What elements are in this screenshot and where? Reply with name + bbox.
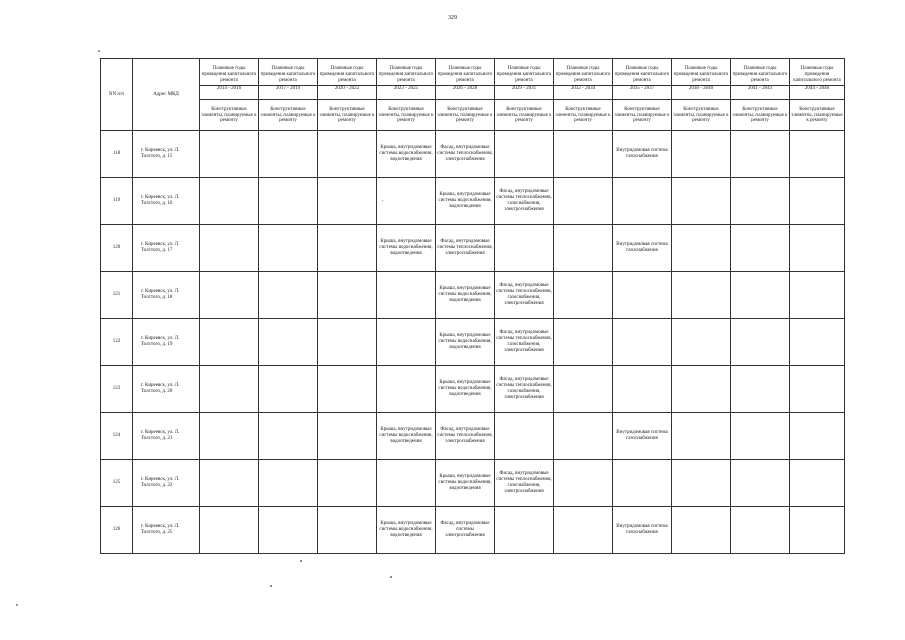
table-row xyxy=(101,272,845,319)
period-plan-label: Плановые годы проведения капитального ремонта xyxy=(437,66,493,83)
repair-elements-text: Фасад, внутридомовые системы теплоснабжения, газоснабжения, электроснабжения xyxy=(496,330,552,353)
period-plan-label: Плановые годы проведения капитального ремонта xyxy=(201,66,257,83)
repair-elements-cell xyxy=(377,366,436,413)
repair-elements-text: Фасад, внутридомовые системы теплоснабжения, газоснабжения, электроснабжения xyxy=(496,189,552,212)
repair-elements-text: Внутридомовая система газоснабжения xyxy=(616,430,668,441)
period-plan-label: Плановые годы проведения капитального ремонта xyxy=(673,66,729,83)
repair-elements-cell xyxy=(200,178,259,225)
period-header xyxy=(554,59,613,100)
elements-subheader xyxy=(377,100,436,131)
repair-elements-text: Фасад, внутридомовые системы теплоснабжения, электроснабжения xyxy=(437,145,493,162)
repair-elements-cell xyxy=(554,413,613,460)
elements-subheader xyxy=(495,100,554,131)
repair-elements-cell xyxy=(613,131,672,178)
table-row xyxy=(101,366,845,413)
repair-elements-cell xyxy=(318,272,377,319)
period-header xyxy=(731,59,790,100)
repair-elements-cell xyxy=(436,131,495,178)
repair-elements-cell xyxy=(554,225,613,272)
repair-elements-cell xyxy=(200,366,259,413)
repair-elements-cell xyxy=(495,460,554,507)
repair-elements-cell xyxy=(731,178,790,225)
row-address: г. Киреевск, ул. Л. Толстого, д. 17 xyxy=(133,225,200,272)
table-body xyxy=(101,131,845,554)
repair-elements-cell xyxy=(200,507,259,554)
elements-subheader-label: Конструктивные элементы, планируемые к ремонту xyxy=(673,106,729,124)
period-header xyxy=(613,59,672,100)
period-years-label: 2023 - 2025 xyxy=(377,85,435,92)
repair-elements-cell xyxy=(554,507,613,554)
repair-elements-cell xyxy=(200,319,259,366)
period-years-label: 2017 - 2019 xyxy=(259,85,317,92)
repair-elements-cell xyxy=(200,272,259,319)
repair-elements-text: Крыша, внутридомовые системы водоснабжения, водоотведения xyxy=(379,145,433,162)
scan-speck xyxy=(390,576,392,578)
repair-elements-text: Крыша, внутридомовые системы водоснабжения, водоотведения xyxy=(379,239,433,256)
elements-subheader-label: Конструктивные элементы, планируемые к ремонту xyxy=(378,106,434,124)
repair-elements-cell xyxy=(318,413,377,460)
repair-elements-cell xyxy=(377,319,436,366)
repair-elements-cell xyxy=(495,225,554,272)
repair-elements-text: Крыша, внутридомовые системы водоснабжения, водоотведения xyxy=(379,521,433,538)
elements-subheader xyxy=(436,100,495,131)
repair-elements-cell xyxy=(377,225,436,272)
repair-elements-cell xyxy=(318,178,377,225)
period-header xyxy=(200,59,259,100)
elements-subheader xyxy=(613,100,672,131)
period-years-label: 2041 - 2043 xyxy=(731,85,789,92)
repair-elements-cell xyxy=(554,131,613,178)
table-row xyxy=(101,225,845,272)
elements-subheader-label: Конструктивные элементы, планируемые к ремонту xyxy=(791,106,843,124)
table-row xyxy=(101,131,845,178)
period-years-label: 2020 - 2022 xyxy=(318,85,376,92)
repair-elements-cell xyxy=(495,319,554,366)
repair-elements-text: Внутридомовая система газоснабжения xyxy=(616,242,668,253)
repair-elements-text: Крыша, внутридомовые системы водоснабжения, водоотведения xyxy=(438,380,492,397)
elements-subheader-label: Конструктивные элементы, планируемые к ремонту xyxy=(732,106,788,124)
repair-elements-text: Фасад, внутридомовые системы теплоснабжения, газоснабжения, электроснабжения xyxy=(496,471,552,494)
repair-elements-text: Крыша, внутридомовые системы водоснабжения, водоотведения xyxy=(379,427,433,444)
repair-elements-cell xyxy=(731,131,790,178)
page-number: 329 xyxy=(448,15,457,21)
repair-elements-cell xyxy=(436,366,495,413)
period-years-label: 2035 - 2037 xyxy=(613,85,671,92)
address-column-header: Адрес МКД xyxy=(133,59,200,131)
elements-subheader-label: Конструктивные элементы, планируемые к ремонту xyxy=(319,106,375,124)
row-number: 123 xyxy=(101,366,133,413)
header-period-row xyxy=(101,59,845,100)
repair-elements-cell xyxy=(613,272,672,319)
repair-elements-cell xyxy=(672,272,731,319)
repair-elements-cell xyxy=(436,460,495,507)
repair-elements-cell xyxy=(318,366,377,413)
period-years-label: 2044 - 2046 xyxy=(790,85,844,92)
repair-elements-cell xyxy=(259,225,318,272)
repair-elements-text: Внутридомовая система газоснабжения xyxy=(616,148,668,159)
repair-elements-cell xyxy=(495,178,554,225)
repair-elements-cell xyxy=(731,225,790,272)
period-years-label: 2026 - 2028 xyxy=(436,85,494,92)
period-plan-label: Плановые годы проведения капитального ремонта xyxy=(732,66,788,83)
num-column-header: NN п/п xyxy=(101,59,133,131)
period-years-label: 2029 - 2031 xyxy=(495,85,553,92)
scan-speck xyxy=(270,585,272,587)
elements-subheader-label: Конструктивные элементы, планируемые к ремонту xyxy=(437,106,493,124)
repair-elements-cell xyxy=(554,319,613,366)
repair-elements-cell xyxy=(495,272,554,319)
repair-elements-cell xyxy=(790,272,845,319)
period-plan-label: Плановые годы проведения капитального ремонта xyxy=(614,66,670,83)
repair-elements-cell xyxy=(436,225,495,272)
repair-elements-cell xyxy=(436,272,495,319)
period-header xyxy=(672,59,731,100)
repair-elements-cell xyxy=(377,178,436,225)
repair-elements-cell xyxy=(436,178,495,225)
repair-elements-cell xyxy=(377,272,436,319)
repair-elements-cell xyxy=(731,366,790,413)
repair-elements-cell xyxy=(554,272,613,319)
repair-elements-cell xyxy=(672,413,731,460)
repair-elements-cell xyxy=(790,225,845,272)
table-row xyxy=(101,178,845,225)
row-address: г. Киреевск, ул. Л. Толстого, д. 22 xyxy=(133,460,200,507)
repair-elements-cell xyxy=(613,178,672,225)
repair-elements-cell xyxy=(790,366,845,413)
elements-subheader-label: Конструктивные элементы, планируемые к ремонту xyxy=(201,106,257,124)
repair-elements-text: Крыша, внутридомовые системы водоснабжения, водоотведения xyxy=(438,474,492,491)
period-header xyxy=(259,59,318,100)
period-plan-label: Плановые годы проведения капитального ремонта xyxy=(319,66,375,83)
period-plan-label: Плановые годы проведения капитального ремонта xyxy=(555,66,611,83)
elements-subheader xyxy=(318,100,377,131)
period-header xyxy=(790,59,845,100)
repair-elements-cell xyxy=(672,319,731,366)
period-years-label: 2038 - 2040 xyxy=(672,85,730,92)
repair-elements-cell xyxy=(613,319,672,366)
repair-elements-cell xyxy=(259,413,318,460)
repair-elements-cell xyxy=(731,507,790,554)
repair-elements-cell xyxy=(731,272,790,319)
repair-elements-cell xyxy=(672,131,731,178)
repair-elements-text: Крыша, внутридомовые системы водоснабжения, водоотведения xyxy=(438,333,492,350)
row-number: 122 xyxy=(101,319,133,366)
repair-elements-cell xyxy=(790,413,845,460)
row-number: 120 xyxy=(101,225,133,272)
repair-elements-cell xyxy=(790,131,845,178)
row-address: г. Киреевск, ул. Л. Толстого, д. 16 xyxy=(133,178,200,225)
repair-elements-cell xyxy=(318,225,377,272)
period-plan-label: Плановые годы проведения капитального ремонта xyxy=(496,66,552,83)
row-number: 119 xyxy=(101,178,133,225)
row-number: 125 xyxy=(101,460,133,507)
repair-elements-cell xyxy=(200,225,259,272)
repair-elements-cell xyxy=(672,460,731,507)
elements-subheader-label: Конструктивные элементы, планируемые к ремонту xyxy=(496,106,552,124)
repair-elements-cell xyxy=(259,460,318,507)
table-row xyxy=(101,319,845,366)
repair-elements-cell xyxy=(377,413,436,460)
repair-elements-text: Крыша, внутридомовые системы водоснабжения, водоотведения xyxy=(438,286,492,303)
header-elements-row xyxy=(101,100,845,131)
elements-subheader-label: Конструктивные элементы, планируемые к ремонту xyxy=(614,106,670,124)
repair-elements-cell xyxy=(554,366,613,413)
repair-elements-cell xyxy=(318,507,377,554)
repair-elements-cell xyxy=(554,460,613,507)
repair-elements-cell xyxy=(200,460,259,507)
repair-elements-cell xyxy=(790,319,845,366)
scan-speck xyxy=(300,560,302,562)
period-header xyxy=(436,59,495,100)
elements-subheader-label: Конструктивные элементы, планируемые к ремонту xyxy=(260,106,316,124)
repair-elements-text: Фасад, внутридомовые системы теплоснабжения, электроснабжения xyxy=(437,239,493,256)
period-header xyxy=(377,59,436,100)
scan-speck xyxy=(16,604,18,606)
repair-elements-cell xyxy=(790,178,845,225)
repair-elements-cell xyxy=(554,178,613,225)
repair-elements-cell xyxy=(495,507,554,554)
repair-elements-cell xyxy=(377,131,436,178)
period-years-label: 2014 - 2016 xyxy=(200,85,258,92)
repair-elements-cell xyxy=(200,131,259,178)
repair-elements-cell xyxy=(613,460,672,507)
table-row xyxy=(101,413,845,460)
repair-elements-cell xyxy=(377,507,436,554)
row-number: 118 xyxy=(101,131,133,178)
repair-elements-cell xyxy=(318,131,377,178)
repair-elements-cell xyxy=(259,319,318,366)
period-plan-label: Плановые годы проведения капитального ремонта xyxy=(260,66,316,83)
repair-elements-cell xyxy=(200,413,259,460)
repair-elements-cell xyxy=(436,507,495,554)
row-number: 124 xyxy=(101,413,133,460)
repair-elements-text: Фасад, внутридомовые системы теплоснабжения, электроснабжения xyxy=(437,427,493,444)
repair-elements-text: Фасад, внутридомовые системы теплоснабжения, газоснабжения, электроснабжения xyxy=(496,283,552,306)
repair-elements-cell xyxy=(436,413,495,460)
table-row xyxy=(101,507,845,554)
repair-elements-cell xyxy=(731,460,790,507)
repair-elements-cell xyxy=(672,225,731,272)
repair-elements-cell xyxy=(377,460,436,507)
repair-elements-cell xyxy=(495,413,554,460)
repair-schedule-table xyxy=(100,58,845,554)
repair-elements-cell xyxy=(790,460,845,507)
repair-elements-cell xyxy=(613,507,672,554)
repair-elements-text: Фасад, внутридомовые системы теплоснабжения, газоснабжения, электроснабжения xyxy=(496,377,552,400)
row-number: 121 xyxy=(101,272,133,319)
repair-elements-cell xyxy=(790,507,845,554)
repair-elements-cell xyxy=(318,460,377,507)
repair-elements-cell xyxy=(613,225,672,272)
period-years-label: 2032 - 2034 xyxy=(554,85,612,92)
period-plan-label: Плановые годы проведения капитального ремонта xyxy=(793,66,841,83)
elements-subheader xyxy=(200,100,259,131)
elements-subheader-label: Конструктивные элементы, планируемые к ремонту xyxy=(555,106,611,124)
repair-elements-cell xyxy=(318,319,377,366)
repair-elements-text: Крыша, внутридомовые системы водоснабжения, водоотведения xyxy=(438,192,492,209)
repair-elements-cell xyxy=(495,366,554,413)
repair-elements-cell xyxy=(259,272,318,319)
repair-elements-cell xyxy=(731,413,790,460)
repair-elements-cell xyxy=(259,131,318,178)
period-header xyxy=(318,59,377,100)
repair-elements-cell xyxy=(259,507,318,554)
elements-subheader xyxy=(672,100,731,131)
repair-elements-cell xyxy=(495,131,554,178)
row-address: г. Киреевск, ул. Л. Толстого, д. 18 xyxy=(133,272,200,319)
row-address: г. Киреевск, ул. Л. Толстого, д. 21 xyxy=(133,413,200,460)
repair-elements-cell xyxy=(731,319,790,366)
repair-elements-text: Фасад, внутридомовые системы электроснабжения xyxy=(440,521,490,538)
row-address: г. Киреевск, ул. Л. Толстого, д. 25 xyxy=(133,507,200,554)
elements-subheader xyxy=(259,100,318,131)
repair-elements-cell xyxy=(259,366,318,413)
period-plan-label: Плановые годы проведения капитального ремонта xyxy=(378,66,434,83)
repair-elements-cell xyxy=(259,178,318,225)
repair-elements-cell xyxy=(613,413,672,460)
row-address: г. Киреевск, ул. Л. Толстого, д. 15 xyxy=(133,131,200,178)
elements-subheader xyxy=(731,100,790,131)
repair-elements-text: Внутридомовая система газоснабжения xyxy=(616,524,668,535)
elements-subheader xyxy=(790,100,845,131)
scan-speck xyxy=(98,50,100,52)
repair-elements-cell xyxy=(672,366,731,413)
row-address: г. Киреевск, ул. Л. Толстого, д. 20 xyxy=(133,366,200,413)
elements-subheader xyxy=(554,100,613,131)
row-address: г. Киреевск, ул. Л. Толстого, д. 19 xyxy=(133,319,200,366)
row-number: 126 xyxy=(101,507,133,554)
repair-elements-cell xyxy=(436,319,495,366)
period-header xyxy=(495,59,554,100)
repair-elements-cell xyxy=(672,507,731,554)
table-row xyxy=(101,460,845,507)
repair-elements-cell xyxy=(613,366,672,413)
repair-elements-cell xyxy=(672,178,731,225)
